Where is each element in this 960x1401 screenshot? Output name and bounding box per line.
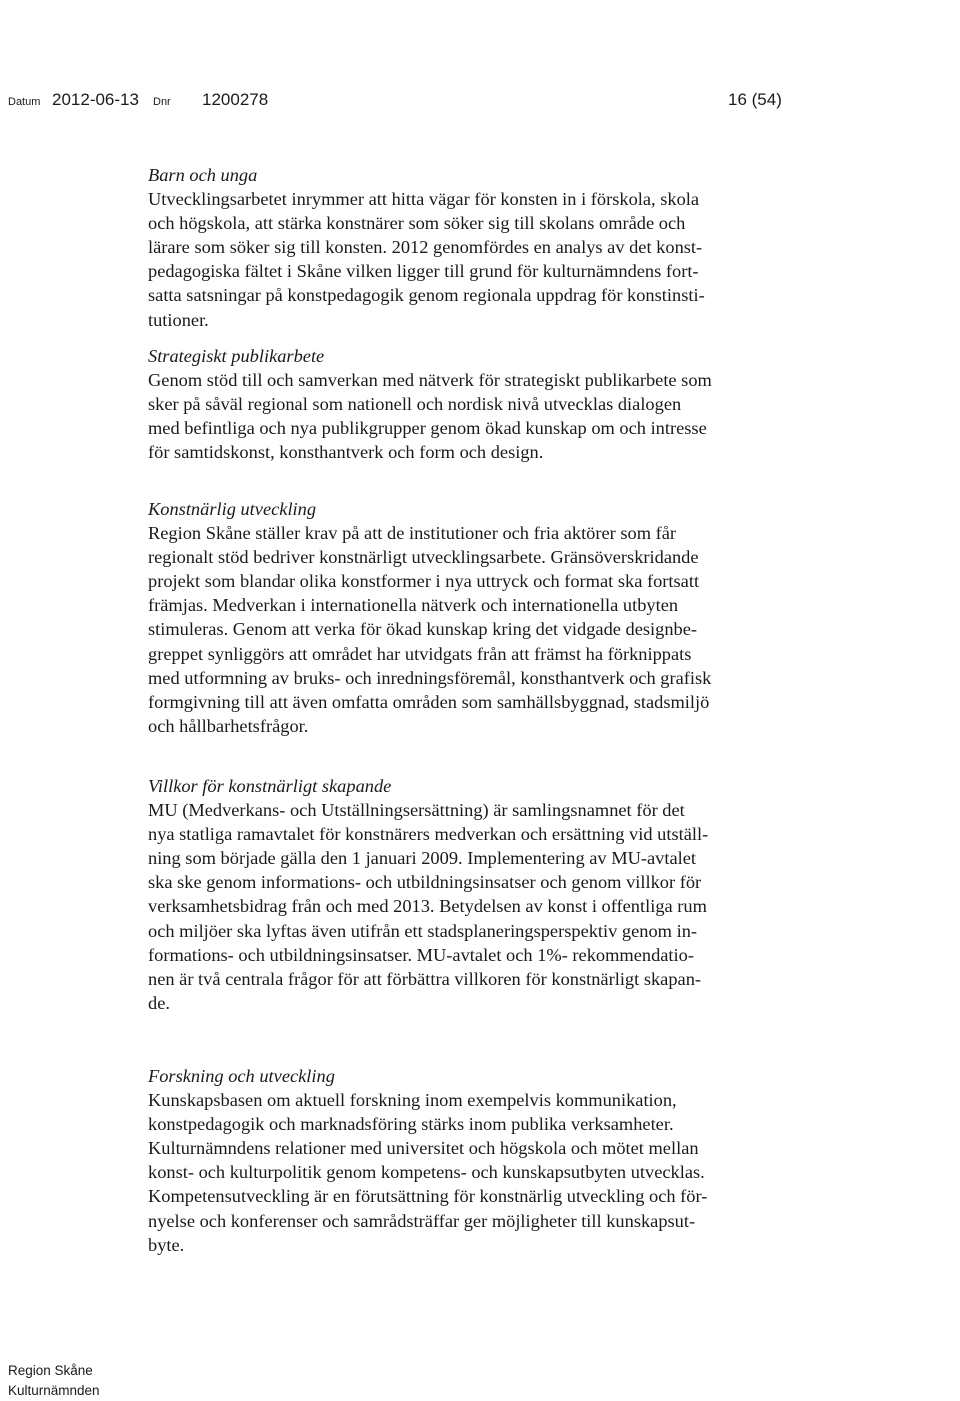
paragraph-line: med utformning av bruks- och inredningsföremål, konsthantverk och grafisk [148,667,712,688]
section-heading: Konstnärlig utveckling [148,499,317,519]
document-date: 2012-06-13 [52,90,139,109]
section-heading: Forskning och utveckling [148,1066,335,1086]
paragraph-line: och hållbarhetsfrågor. [148,715,309,736]
paragraph-line: de. [148,992,170,1013]
page-footer [8,1361,100,1401]
footer-department: Kulturnämnden [8,1383,100,1398]
paragraph-line: med befintliga och nya publikgrupper genom ökad kunskap om och intresse [148,418,707,439]
section-villkor-for-konstnarligt-skapande [148,774,798,1015]
footer-organization: Region Skåne [8,1363,93,1378]
paragraph-line: Genom stöd till och samverkan med nätverk för strategiskt publikarbete som [148,370,712,391]
paragraph-line: greppet synliggörs att området har utvidgats från att främst ha förknippats [148,643,692,664]
document-number: 1200278 [202,90,269,109]
paragraph-line: Kompetensutveckling är en förutsättning för konstnärlig utveckling och för- [148,1186,708,1207]
section-heading: Barn och unga [148,165,258,185]
paragraph-line: Kulturnämndens relationer med universitet och högskola och mötet mellan [148,1138,699,1159]
paragraph-line: nyelse och konferenser och samrådsträffar ger möjligheter till kunskapsut- [148,1210,696,1231]
datum-label: Datum [8,96,41,108]
page-number: 16 (54) [728,90,782,109]
paragraph-line: verksamhetsbidrag från och med 2013. Betydelsen av konst i offentliga rum [148,896,707,917]
paragraph-line: och högskola, att stärka konstnärer som söker sig till skolans område och [148,213,686,234]
page-header [0,88,960,118]
paragraph-line: ning som började gälla den 1 januari 2009. Implementering av MU-avtalet [148,848,696,869]
paragraph-line: regionalt stöd bedriver konstnärligt utvecklingsarbete. Gränsöverskridande [148,547,699,568]
paragraph-line: stimuleras. Genom att verka för ökad kunskap kring det vidgade designbe- [148,619,698,640]
section-strategiskt-publikarbete [148,344,798,464]
section-heading: Villkor för konstnärligt skapande [148,776,392,796]
paragraph-line: nen är två centrala frågor för att förbättra villkoren för konstnärligt skapan- [148,968,702,989]
paragraph-line: Kunskapsbasen om aktuell forskning inom exempelvis kommunikation, [148,1090,677,1111]
section-barn-och-unga [148,163,798,332]
paragraph-line: Utvecklingsarbetet inrymmer att hitta vägar för konsten in i förskola, skola [148,189,700,210]
paragraph-line: sker på såväl regional som nationell och nordisk nivå utvecklas dialogen [148,394,682,415]
paragraph-line: för samtidskonst, konsthantverk och form och design. [148,442,544,463]
paragraph-line: formations- och utbildningsinsatser. MU-avtalet och 1%- rekommendatio- [148,944,694,965]
paragraph-line: byte. [148,1234,185,1255]
paragraph-line: främjas. Medverkan i internationella nätverk och internationella utbyten [148,595,679,616]
paragraph-line: MU (Medverkans- och Utställningsersättning) är samlingsnamnet för det [148,800,685,821]
paragraph-line: pedagogiska fältet i Skåne vilken ligger till grund för kulturnämndens fort- [148,261,699,282]
paragraph-line: lärare som söker sig till konsten. 2012 genomfördes en analys av det konst- [148,237,703,258]
section-forskning-och-utveckling [148,1064,798,1257]
paragraph-line: formgivning till att även omfatta områden som samhällsbyggnad, stadsmiljö [148,691,710,712]
section-heading: Strategiskt publikarbete [148,346,325,366]
paragraph-line: och miljöer ska lyftas även utifrån ett stadsplaneringsperspektiv genom in- [148,920,698,941]
paragraph-line: projekt som blandar olika konstformer i nya uttryck och format ska fortsatt [148,571,700,592]
paragraph-line: konstpedagogik och marknadsföring stärks inom publika verksamheter. [148,1114,674,1135]
paragraph-line: tutioner. [148,309,209,330]
dnr-label: Dnr [153,96,171,108]
paragraph-line: satta satsningar på konstpedagogik genom regionala uppdrag för konstinsti- [148,285,705,306]
paragraph-line: ska ske genom informations- och utbildningsinsatser och genom villkor för [148,872,702,893]
paragraph-line: nya statliga ramavtalet för konstnärers medverkan och ersättning vid utställ- [148,824,709,845]
section-konstnarlig-utveckling [148,497,798,738]
paragraph-line: konst- och kulturpolitik genom kompetens- och kunskapsutbyten utvecklas. [148,1162,705,1183]
paragraph-line: Region Skåne ställer krav på att de institutioner och fria aktörer som får [148,523,677,544]
